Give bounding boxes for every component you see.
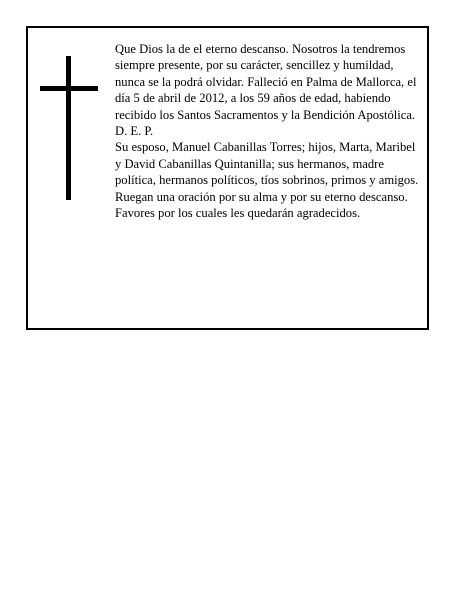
memorial-paragraph: Que Dios la de el eterno descanso. Nosotros la tendremos siempre presente, por su carácter, sencillez y humildad, nunca se la podrá olvidar. Falleció en Palma de Mallorca, el día 5 de abril de 2012, a los 59 años de edad, habiendo recibido los Santos Sacramentos y la Bendición Apostólica.	[115, 42, 417, 122]
cross-icon	[40, 56, 98, 200]
prayer-request-paragraph: Ruegan una oración por su alma y por su eterno descanso. Favores por los cuales les quedarán agradecidos.	[115, 189, 408, 221]
cross-horizontal-bar	[40, 86, 98, 91]
rip-line: D. E. P.	[115, 124, 154, 139]
obituary-notice	[26, 26, 429, 330]
notice-text	[115, 41, 421, 221]
cross-vertical-bar	[66, 56, 71, 200]
family-paragraph: Su esposo, Manuel Cabanillas Torres; hijos, Marta, Maribel y David Cabanillas Quintanilla; sus hermanos, madre política, hermanos políticos, tíos sobrinos, primos y amigos.	[115, 140, 419, 188]
